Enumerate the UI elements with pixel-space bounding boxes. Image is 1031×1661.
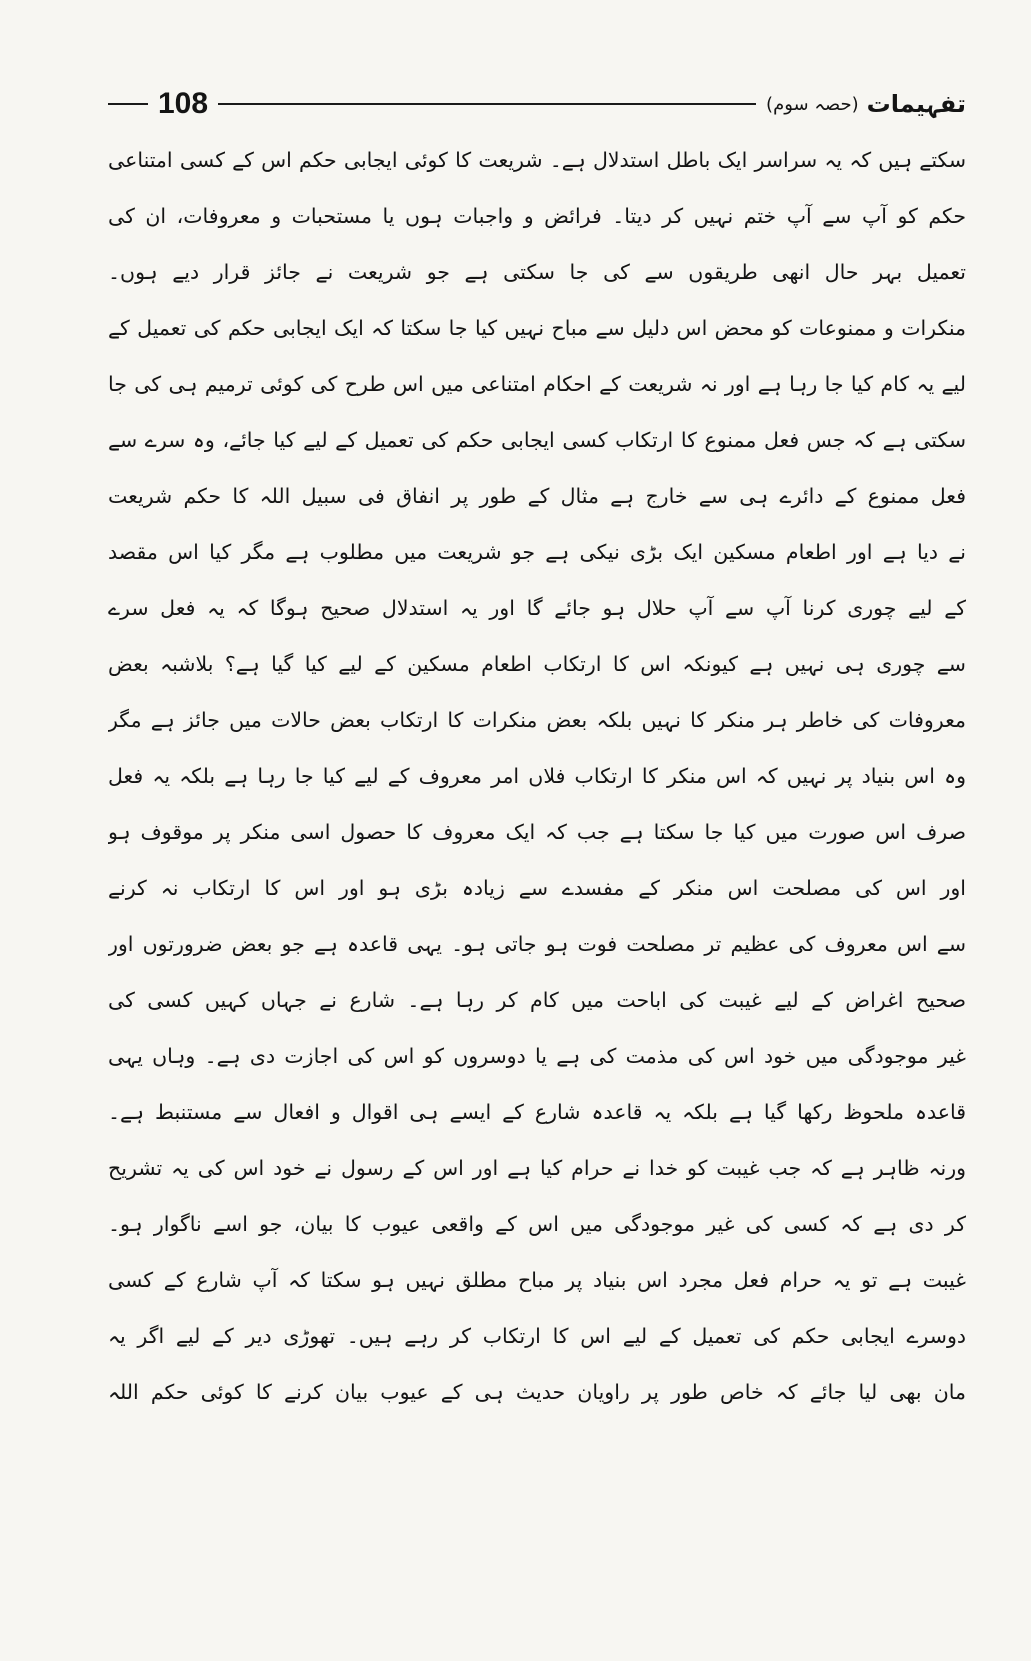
text-line: کر دی ہے کہ کسی کی غیر موجودگی میں اس کے واقعی عیوب کا بیان، جو اسے ناگوار ہو۔ [108,1212,966,1236]
text-line: قاعدہ ملحوظ رکھا گیا ہے بلکہ یہ قاعدہ شارع کے ایسے ہی اقوال و افعال سے مستنبط ہے۔ [108,1100,966,1124]
text-line: نے دیا ہے اور اطعام مسکین ایک بڑی نیکی ہے جو شریعت میں مطلوب ہے مگر کیا اس مقصد [108,540,966,564]
book-title: تفہیمات [866,90,966,118]
running-head [108,84,966,124]
text-line: غیبت ہے تو یہ حرام فعل مجرد اس بنیاد پر مباح مطلق نہیں ہو سکتا کہ آپ شارع کے کسی [108,1268,966,1292]
text-line: غیر موجودگی میں خود اس کی مذمت کی ہے یا دوسروں کو اس کی اجازت دی ہے۔ وہاں یہی [108,1044,966,1068]
text-line: دوسرے ایجابی حکم کی تعمیل کے لیے اس کا ارتکاب کر رہے ہیں۔ تھوڑی دیر کے لیے اگر یہ [108,1324,966,1348]
text-line: تعمیل بہر حال انھی طریقوں سے کی جا سکتی ہے جو شریعت نے جائز قرار دیے ہوں۔ [108,260,966,284]
text-line: کے لیے چوری کرنا آپ سے آپ حلال ہو جائے گا اور یہ استدلال صحیح ہوگا کہ یہ فعل سرے [108,596,966,620]
body-text [108,132,966,1420]
page-number: 108 [158,87,209,120]
text-line: مان بھی لیا جائے کہ خاص طور پر راویان حدیث ہی کے عیوب بیان کرنے کا کوئی حکم اللہ [108,1380,966,1404]
text-line: فعل ممنوع کے دائرے ہی سے خارج ہے مثال کے طور پر انفاق فی سبیل اللہ کا حکم شریعت [108,484,966,508]
text-line: سکتی ہے کہ جس فعل ممنوع کا ارتکاب کسی ایجابی حکم کی تعمیل کے لیے کیا جائے، وہ سرے سے [108,428,966,452]
text-line: صرف اس صورت میں کیا جا سکتا ہے جب کہ ایک معروف کا حصول اسی منکر پر موقوف ہو [108,820,966,844]
header-rule-short [108,103,148,105]
text-line: منکرات و ممنوعات کو محض اس دلیل سے مباح نہیں کیا جا سکتا کہ ایک ایجابی حکم کی تعمیل کے [108,316,966,340]
text-line: سکتے ہیں کہ یہ سراسر ایک باطل استدلال ہے۔ شریعت کا کوئی ایجابی حکم اس کے کسی امتناعی [108,148,966,172]
text-line: اور اس کی مصلحت اس منکر کے مفسدے سے زیادہ بڑی ہو اور اس کا ارتکاب نہ کرنے [108,876,966,900]
text-line: سے اس معروف کی عظیم تر مصلحت فوت ہو جاتی ہو۔ یہی قاعدہ ہے جو بعض ضرورتوں اور [108,932,966,956]
text-line: ورنہ ظاہر ہے کہ جب غیبت کو خدا نے حرام کیا ہے اور اس کے رسول نے خود اس کی یہ تشریح [108,1156,966,1180]
text-line: صحیح اغراض کے لیے غیبت کی اباحت میں کام کر رہا ہے۔ شارع نے جہاں کہیں کسی کی [108,988,966,1012]
book-part: (حصہ سوم) [766,93,859,115]
text-line: لیے یہ کام کیا جا رہا ہے اور نہ شریعت کے احکام امتناعی میں اس طرح کی کوئی ترمیم ہی کی جا [108,372,966,396]
text-line: وہ اس بنیاد پر نہیں کہ اس منکر کا ارتکاب فلاں امر معروف کے لیے کیا جا رہا ہے بلکہ یہ فعل [108,764,966,788]
text-line: حکم کو آپ سے آپ ختم نہیں کر دیتا۔ فرائض و واجبات ہوں یا مستحبات و معروفات، ان کی [108,204,966,228]
text-line: معروفات کی خاطر ہر منکر کا نہیں بلکہ بعض منکرات کا ارتکاب بعض حالات میں جائز ہے مگر [108,708,966,732]
header-rule [218,103,756,105]
text-line: سے چوری ہی نہیں ہے کیونکہ اس کا ارتکاب اطعام مسکین کے لیے کیا گیا ہے؟ بلاشبہ بعض [108,652,966,676]
